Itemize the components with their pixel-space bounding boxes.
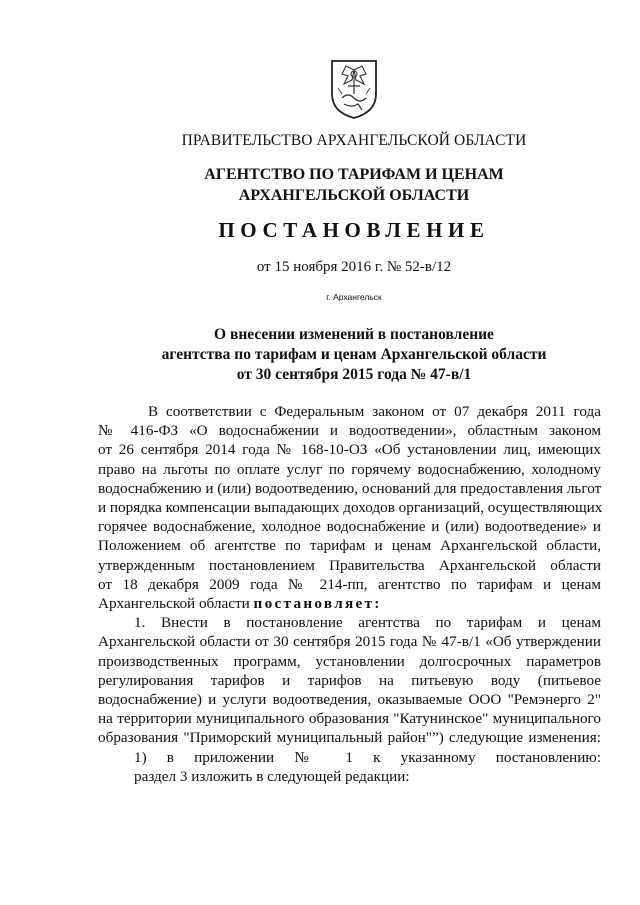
item-1-line: производственных программ, установлении долгосрочных параметров [98, 652, 601, 670]
document-date-number: от 15 ноября 2016 г. № 52-в/12 [256, 259, 452, 275]
body-line-text: Архангельской области [98, 595, 250, 612]
government-name: ПРАВИТЕЛЬСТВО АРХАНГЕЛЬСКОЙ ОБЛАСТИ [181, 132, 527, 149]
sub-item-1-line: раздел 3 изложить в следующей редакции: [134, 767, 410, 785]
subject-line: от 30 сентября 2015 года № 47-в/1 [236, 366, 472, 383]
item-1-line: образования "Приморский муниципальный район"”) следующие изменения: [98, 729, 601, 747]
item-1-line: водоснабжение) и услуги водоотведения, оказываемые ООО "Ремэнерго 2" [98, 691, 601, 708]
document-type: ПОСТАНОВЛЕНИЕ [218, 218, 490, 242]
sub-item-1-line: 1) в приложении № 1 к указанному постановлению: [134, 748, 601, 766]
document-city: г. Архангельск [326, 292, 382, 302]
body-line: горячее водоснабжение, холодное водоснабжение и (или) водоотведение» и [98, 518, 601, 536]
coat-of-arms-icon [328, 58, 380, 120]
agency-name-line: АГЕНТСТВО ПО ТАРИФАМ И ЦЕНАМ [204, 166, 504, 183]
document-subject [100, 325, 608, 385]
body-line: В соответствии с Федеральным законом от 07 декабря 2011 года [148, 403, 601, 420]
body-line: Положением об агентстве по тарифам и ценам Архангельской области, [98, 537, 601, 555]
item-1-line: регулирования тарифов и тарифов на питьевую воду (питьевое [98, 671, 601, 689]
body-line: и порядка компенсации выпадающих доходов организаций, осуществляющих [98, 499, 603, 516]
item-1-line: на территории муниципального образования "Катунинское" муниципального [98, 710, 601, 728]
subject-line: агентства по тарифам и ценам Архангельской области [161, 346, 547, 363]
item-1-line: 1. Внести в постановление агентства по тарифам и ценам [134, 614, 601, 632]
item-1-line: Архангельской области от 30 сентября 2015 года № 47-в/1 «Об утверждении [98, 633, 601, 651]
body-line: утвержденным постановлением Правительства Архангельской области [98, 556, 601, 574]
agency-name [100, 164, 608, 206]
agency-name-line: АРХАНГЕЛЬСКОЙ ОБЛАСТИ [238, 187, 470, 204]
body-line: право на льготы по оплате услуг по горячему водоснабжению, холодному [98, 460, 601, 478]
body-line: № 416-ФЗ «О водоснабжении и водоотведении», областным законом [98, 422, 601, 440]
body-line [98, 595, 601, 614]
body-line: водоснабжению и (или) водоотведению, оснований для предоставления льгот [98, 479, 602, 497]
body-line: от 26 сентября 2014 года № 168-10-ОЗ «Об установлении лиц, имеющих [98, 441, 601, 459]
decree-word: постановляет: [253, 595, 382, 612]
body-line: от 18 декабря 2009 года № 214-пп, агентство по тарифам и ценам [98, 575, 601, 593]
subject-line: О внесении изменений в постановление [214, 326, 494, 343]
